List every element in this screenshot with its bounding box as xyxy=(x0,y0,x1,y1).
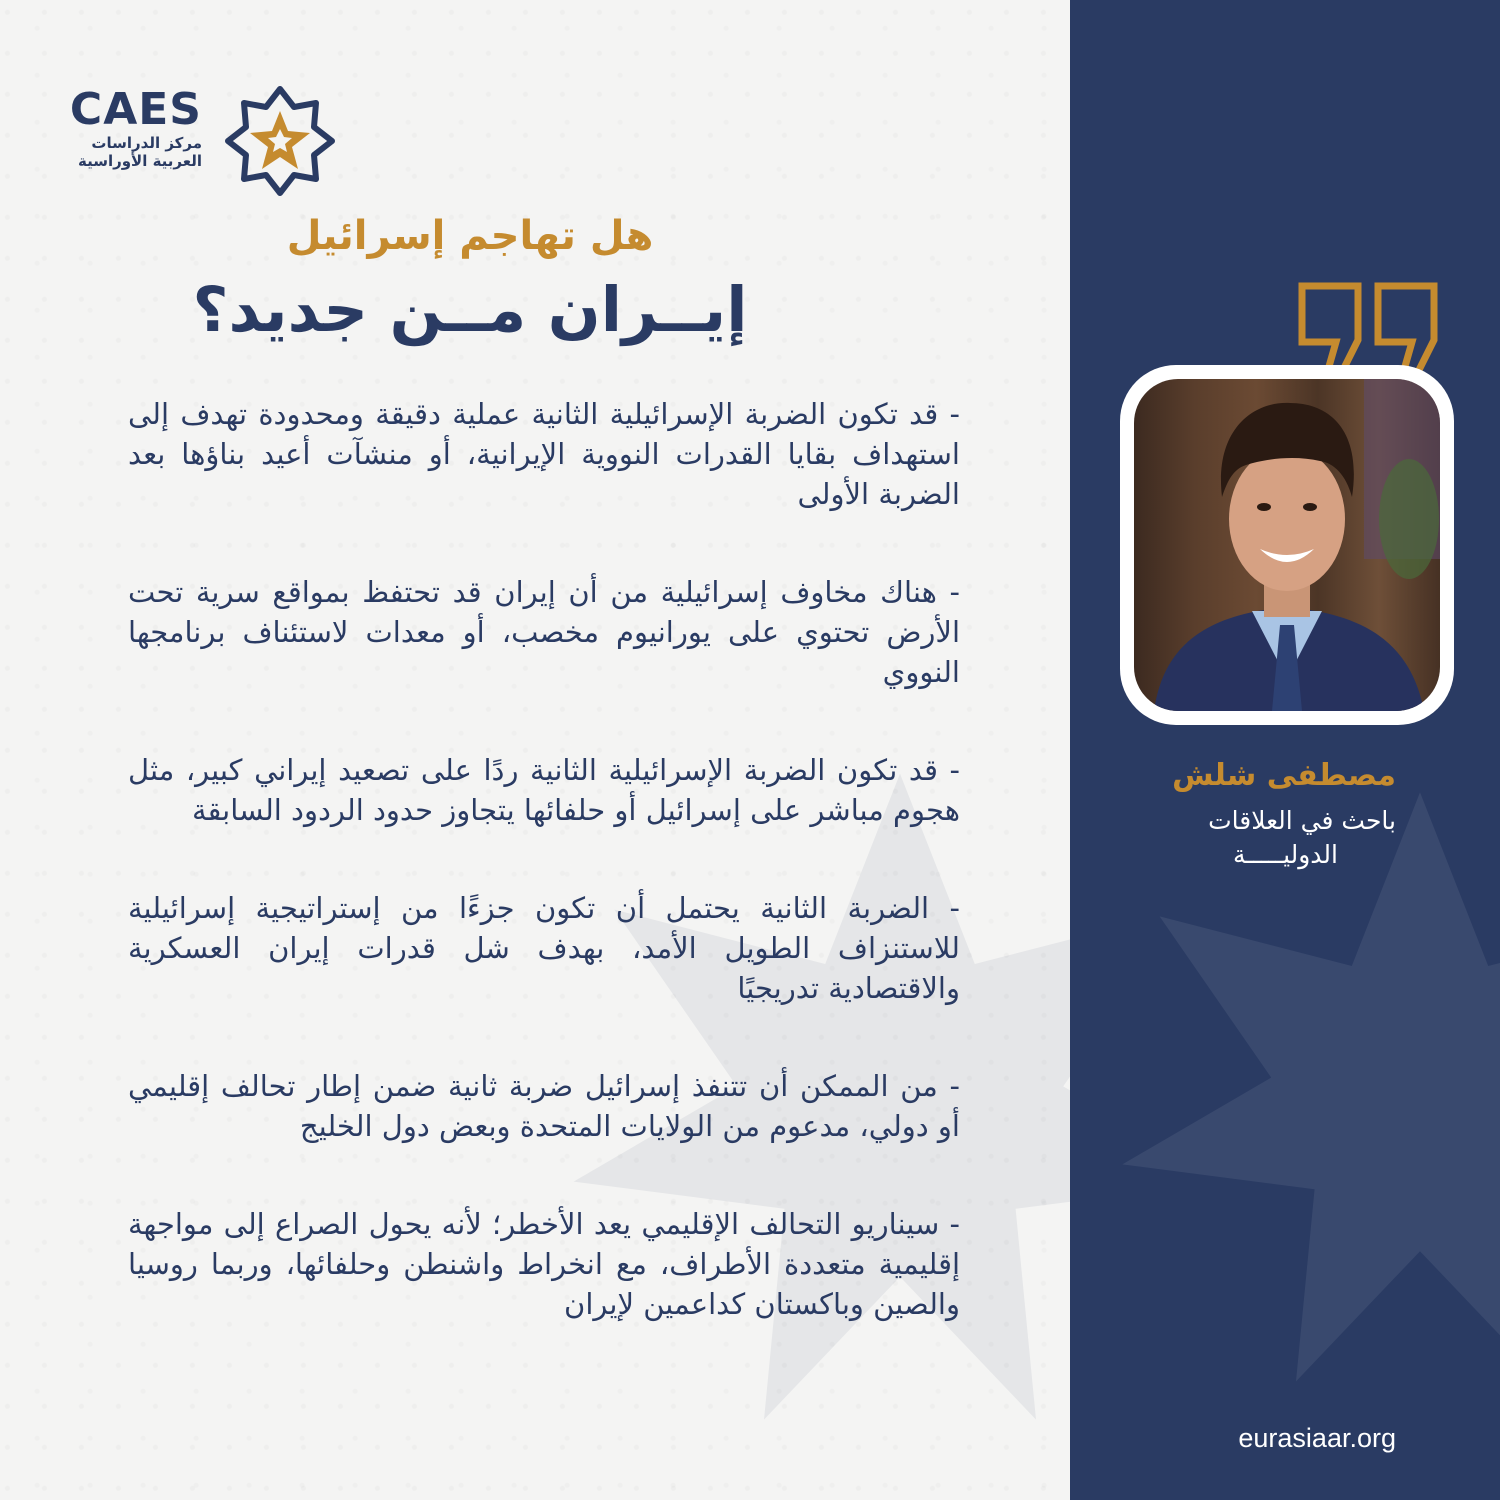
author-role-line-1: باحث في العلاقات xyxy=(1208,806,1396,835)
logo-arabic-line-2: العربية الأوراسية xyxy=(77,152,202,170)
paragraph-2: - هناك مخاوف إسرائيلية من أن إيران قد تحتفظ بمواقع سرية تحت الأرض تحتوي على يورانيوم مخصب، أو معدات لاستئناف برنامجها النووي xyxy=(128,575,960,689)
website-link[interactable]: eurasiaar.org xyxy=(1238,1423,1396,1453)
author-role xyxy=(1090,804,1396,872)
author-name: مصطفى شلش xyxy=(1172,758,1396,793)
paragraph-6: - سيناريو التحالف الإقليمي يعد الأخطر؛ لأنه يحول الصراع إلى مواجهة إقليمية متعددة الأطراف، مع انخراط واشنطن وحلفائها، وربما روسيا والصين وباكستان كداعمين لإيران xyxy=(128,1207,960,1321)
paragraph-3: - قد تكون الضربة الإسرائيلية الثانية ردًا على تصعيد إيراني كبير، مثل هجوم مباشر على إسرائيل أو حلفائها يتجاوز حدود الردود السابقة xyxy=(128,753,960,827)
article-body xyxy=(128,394,960,1382)
paragraph-5: - من الممكن أن تتنفذ إسرائيل ضربة ثانية ضمن إطار تحالف إقليمي أو دولي، مدعوم من الولايات المتحدة وبعض دول الخليج xyxy=(128,1069,960,1143)
star-emblem-icon xyxy=(220,86,340,196)
author-photo xyxy=(1134,379,1440,711)
headline xyxy=(120,206,820,350)
caes-logo xyxy=(70,86,340,196)
paragraph-4: - الضربة الثانية يحتمل أن تكون جزءًا من إستراتيجية إسرائيلية للاستنزاف الطويل الأمد، بهدف شل قدرات إيران العسكرية والاقتصادية تدريجيًا xyxy=(128,891,960,1005)
logo-text xyxy=(70,86,202,170)
sidebar-watermark-star-icon xyxy=(1110,780,1500,1400)
author-role-line-2: الدوليـــــة xyxy=(1233,840,1338,869)
logo-acronym: CAES xyxy=(69,84,202,135)
headline-line-2: إيــران مــن جديد؟ xyxy=(192,273,748,346)
paragraph-1: - قد تكون الضربة الإسرائيلية الثانية عملية دقيقة ومحدودة تهدف إلى استهداف بقايا القدرات النووية الإيرانية، أو منشآت أعيد بناؤها بعد الضربة الأولى xyxy=(128,397,960,511)
headline-line-1: هل تهاجم إسرائيل xyxy=(286,213,654,259)
author-sidebar xyxy=(1070,0,1500,1500)
author-portrait-icon xyxy=(1134,379,1440,711)
logo-arabic-line-1: مركز الدراسات xyxy=(91,134,202,152)
author-photo-frame xyxy=(1120,365,1454,725)
